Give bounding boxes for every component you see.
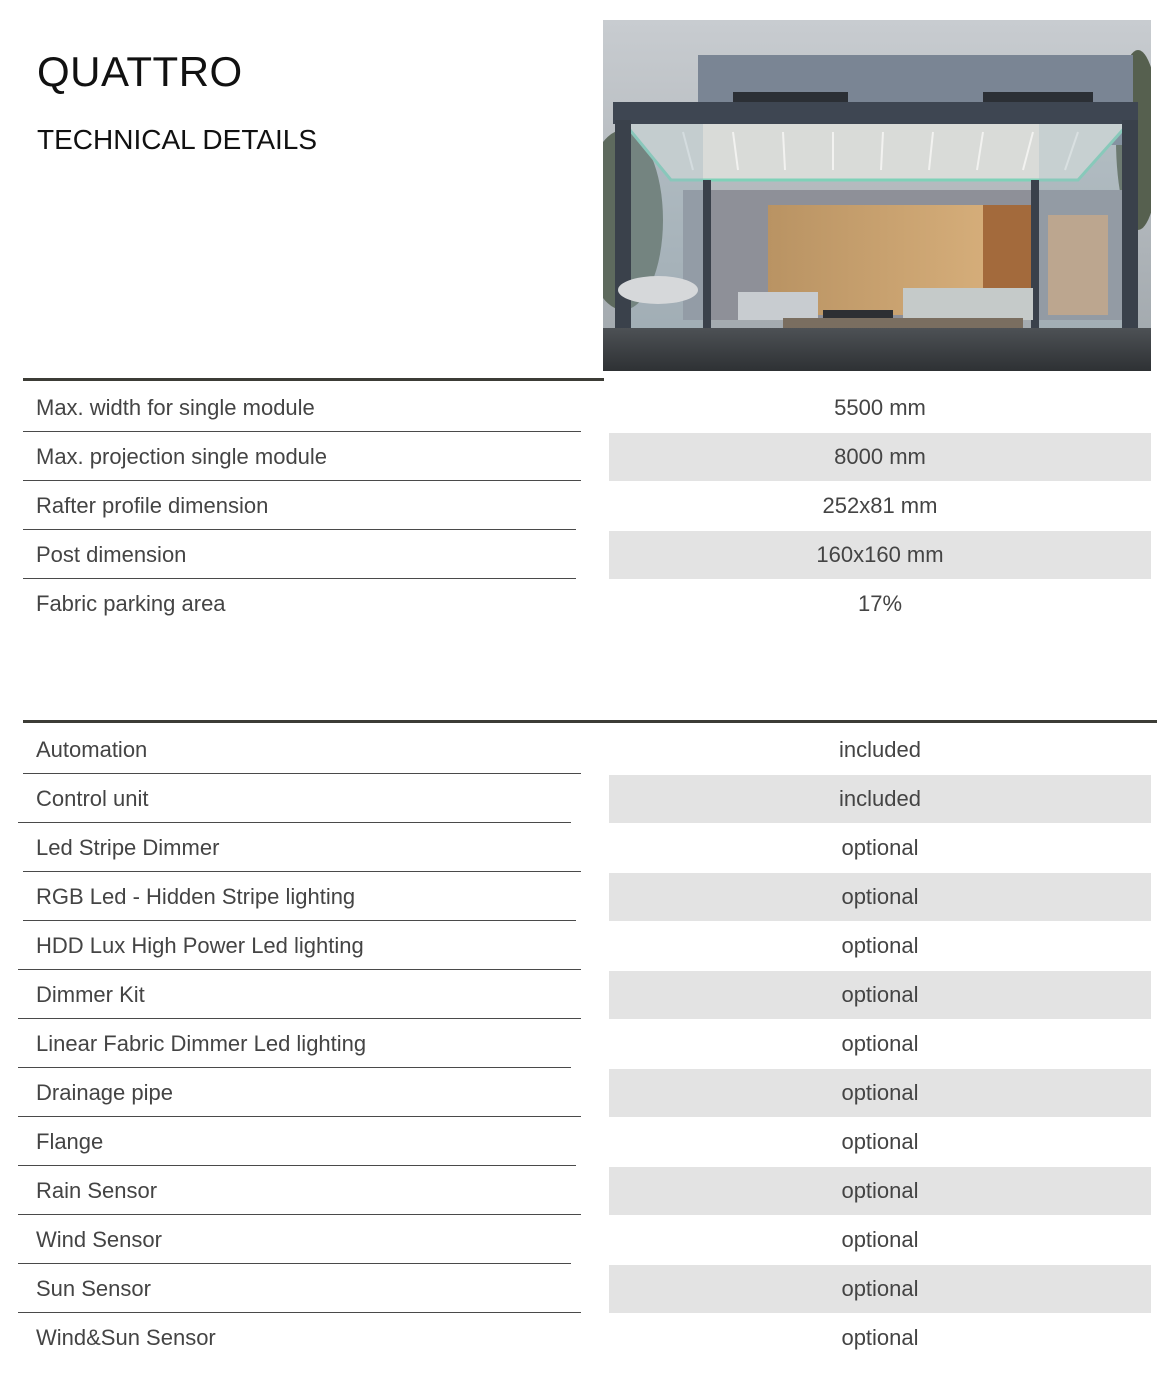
row-value: optional xyxy=(609,873,1151,921)
row-label: Drainage pipe xyxy=(36,1080,173,1105)
table-row xyxy=(0,872,1174,921)
row-label: Control unit xyxy=(36,786,149,811)
row-label: RGB Led - Hidden Stripe lighting xyxy=(36,884,356,909)
row-label: HDD Lux High Power Led lighting xyxy=(36,933,364,958)
row-value: optional xyxy=(841,1227,919,1252)
row-value: included xyxy=(839,737,921,762)
table-row xyxy=(0,1166,1174,1215)
table-row xyxy=(0,530,1174,579)
row-label: Rain Sensor xyxy=(36,1178,158,1203)
row-label: Dimmer Kit xyxy=(36,982,145,1007)
row-value: 5500 mm xyxy=(834,395,926,420)
table-row xyxy=(0,725,1174,774)
row-label: Sun Sensor xyxy=(36,1276,151,1301)
table-row xyxy=(0,1068,1174,1117)
table-row xyxy=(0,970,1174,1019)
row-value: optional xyxy=(841,933,919,958)
table-row xyxy=(0,774,1174,823)
table-top-rule xyxy=(23,720,1157,723)
table-row xyxy=(0,481,1174,530)
row-value: 252x81 mm xyxy=(822,493,938,518)
table-row xyxy=(0,1264,1174,1313)
table-row xyxy=(0,1313,1174,1362)
row-value: optional xyxy=(841,1129,919,1154)
row-value: optional xyxy=(841,1031,919,1056)
table-row xyxy=(0,1019,1174,1068)
row-value: included xyxy=(609,775,1151,823)
row-value: 17% xyxy=(857,591,903,616)
row-label: Linear Fabric Dimmer Led lighting xyxy=(36,1031,367,1056)
row-label: Automation xyxy=(36,737,148,762)
row-label: Fabric parking area xyxy=(36,591,226,616)
table-row xyxy=(0,823,1174,872)
table-row xyxy=(0,921,1174,970)
row-value: optional xyxy=(841,1325,919,1350)
table-row xyxy=(0,1117,1174,1166)
row-label: Wind Sensor xyxy=(36,1227,162,1252)
row-value: optional xyxy=(609,1069,1151,1117)
table-top-rule xyxy=(23,378,604,381)
row-value: optional xyxy=(609,971,1151,1019)
row-label: Flange xyxy=(36,1129,104,1154)
table-row xyxy=(0,432,1174,481)
table-row xyxy=(0,1215,1174,1264)
section-subtitle: TECHNICAL DETAILS xyxy=(37,124,318,155)
dimensions-table xyxy=(0,383,1174,628)
row-label: Post dimension xyxy=(36,542,187,567)
features-table xyxy=(0,725,1174,1362)
row-label: Max. projection single module xyxy=(36,444,328,469)
product-photo xyxy=(603,20,1151,371)
row-value: optional xyxy=(609,1265,1151,1313)
product-title: QUATTRO xyxy=(37,48,243,95)
table-row xyxy=(0,383,1174,432)
row-label: Wind&Sun Sensor xyxy=(36,1325,216,1350)
row-value: 160x160 mm xyxy=(609,531,1151,579)
row-label: Max. width for single module xyxy=(36,395,315,420)
row-label: Led Stripe Dimmer xyxy=(36,835,220,860)
table-row xyxy=(0,579,1174,628)
row-value: optional xyxy=(841,835,919,860)
row-label: Rafter profile dimension xyxy=(36,493,269,518)
row-value: 8000 mm xyxy=(609,433,1151,481)
row-value: optional xyxy=(609,1167,1151,1215)
